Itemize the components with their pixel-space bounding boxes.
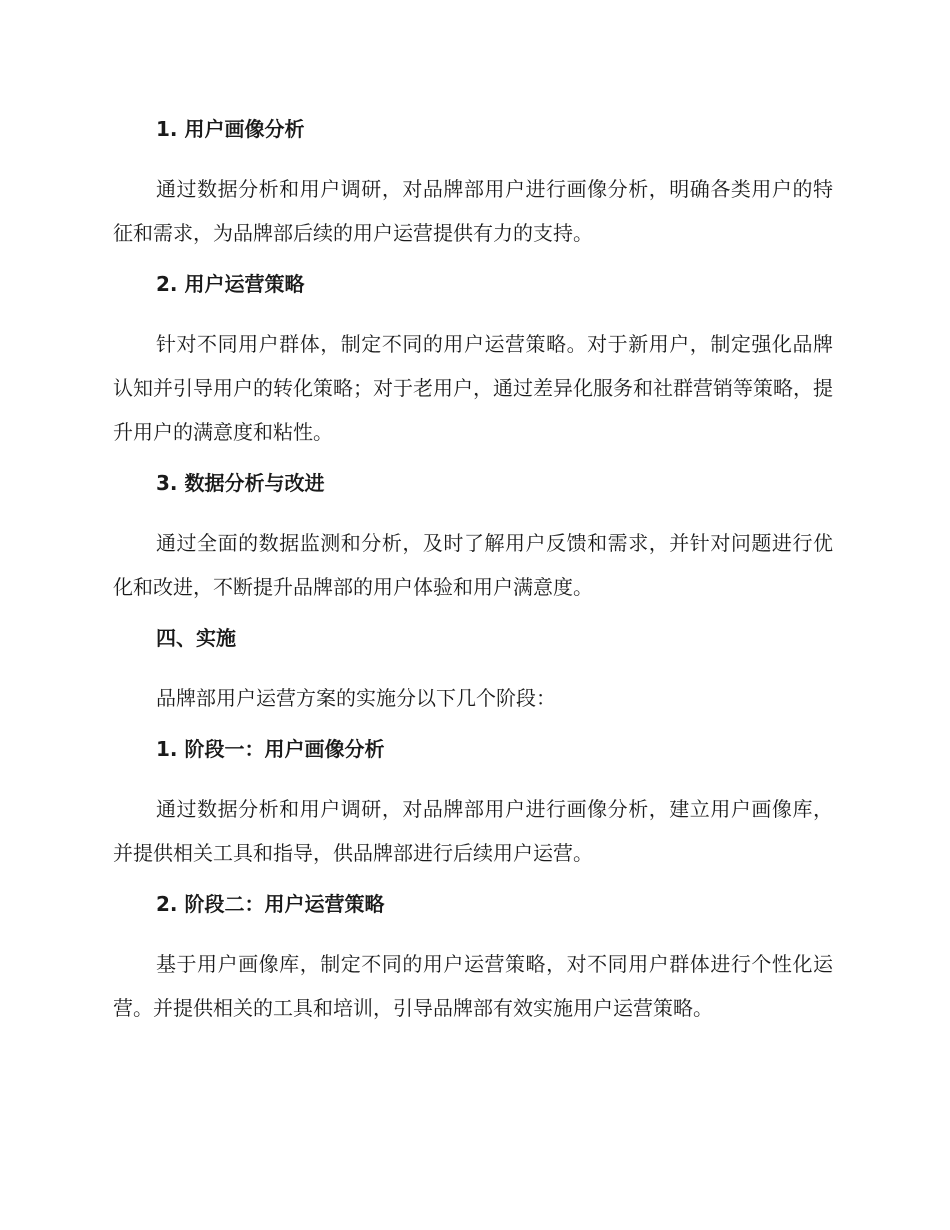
chapter-heading-implementation: 四、实施	[156, 626, 236, 650]
paragraph-implementation-intro: 品牌部用户运营方案的实施分以下几个阶段：	[156, 686, 556, 710]
section-heading-phase-two: 2. 阶段二：用户运营策略	[156, 892, 385, 916]
document-body	[113, 113, 833, 1043]
paragraph-phase-two: 基于用户画像库，制定不同的用户运营策略，对不同用户群体进行个性化运营。并提供相关的工具和培训，引导品牌部有效实施用户运营策略。	[113, 952, 833, 1020]
paragraph-data-analysis: 通过全面的数据监测和分析，及时了解用户反馈和需求，并针对问题进行优化和改进，不断提升品牌部的用户体验和用户满意度。	[113, 531, 833, 599]
paragraph-user-profile: 通过数据分析和用户调研，对品牌部用户进行画像分析，明确各类用户的特征和需求，为品牌部后续的用户运营提供有力的支持。	[113, 177, 833, 245]
section-heading-user-profile: 1. 用户画像分析	[156, 117, 305, 141]
paragraph-phase-one: 通过数据分析和用户调研，对品牌部用户进行画像分析，建立用户画像库，并提供相关工具和指导，供品牌部进行后续用户运营。	[113, 797, 833, 865]
section-heading-phase-one: 1. 阶段一：用户画像分析	[156, 737, 385, 761]
section-heading-data-analysis: 3. 数据分析与改进	[156, 471, 325, 495]
section-heading-operation-strategy: 2. 用户运营策略	[156, 272, 305, 296]
paragraph-operation-strategy: 针对不同用户群体，制定不同的用户运营策略。对于新用户，制定强化品牌认知并引导用户的转化策略；对于老用户，通过差异化服务和社群营销等策略，提升用户的满意度和粘性。	[113, 332, 833, 444]
